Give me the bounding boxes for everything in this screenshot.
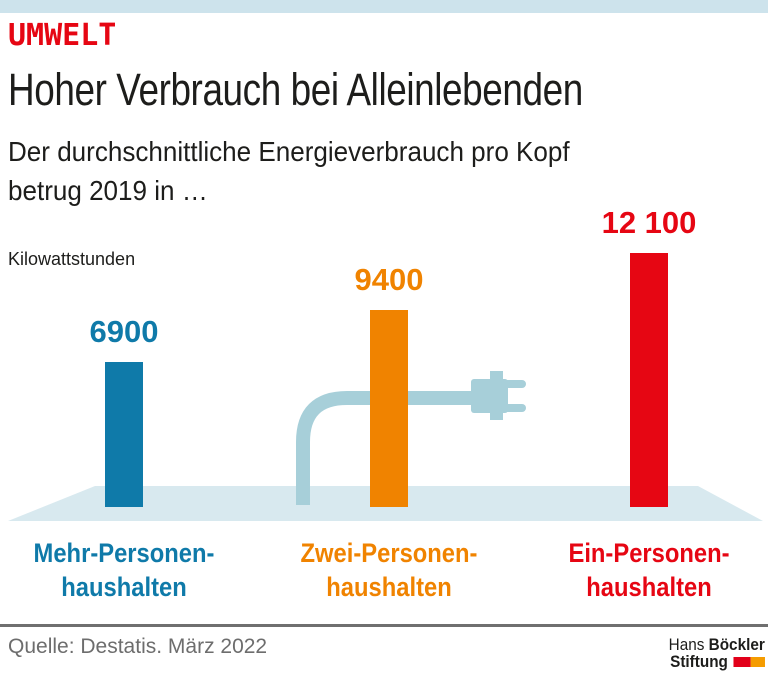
category-label-line: haushalten xyxy=(61,572,187,602)
category-label-line: Zwei-Personen- xyxy=(300,538,478,568)
logo-red-square xyxy=(734,657,751,667)
category-label-line: haushalten xyxy=(326,572,452,602)
bar-value-label: 6900 xyxy=(89,314,159,349)
bar-category-label xyxy=(552,536,746,604)
logo-stiftung: Stiftung xyxy=(670,652,729,671)
logo-hans: Hans xyxy=(668,635,705,654)
footer-divider xyxy=(0,624,768,627)
logo-line-1 xyxy=(669,636,765,653)
subtitle-line-2: betrug 2019 in … xyxy=(8,175,208,206)
bar-category-label xyxy=(27,536,221,604)
hans-boeckler-stiftung-logo xyxy=(669,636,765,670)
logo-line-2 xyxy=(669,653,765,670)
bar-value-label: 12 100 xyxy=(601,205,697,240)
logo-boeckler: Böckler xyxy=(708,635,765,654)
bar xyxy=(630,253,668,507)
category-label-line: haushalten xyxy=(586,572,712,602)
section-kicker: UMWELT xyxy=(8,18,117,53)
category-label-line: Ein-Personen- xyxy=(568,538,730,568)
source-note: Quelle: Destatis. März 2022 xyxy=(8,635,268,658)
bar-category-label xyxy=(292,536,486,604)
bar xyxy=(370,310,408,507)
logo-orange-square xyxy=(751,657,765,667)
bar-value-label: 9400 xyxy=(354,262,424,297)
subtitle-line-1: Der durchschnittliche Energieverbrauch pro Kopf xyxy=(8,136,570,167)
page-title: Hoher Verbrauch bei Alleinlebenden xyxy=(8,64,583,115)
category-label-line: Mehr-Personen- xyxy=(33,538,215,568)
bar xyxy=(105,362,143,507)
power-plug-icon xyxy=(471,371,522,420)
unit-label: Kilowattstunden xyxy=(8,249,136,269)
